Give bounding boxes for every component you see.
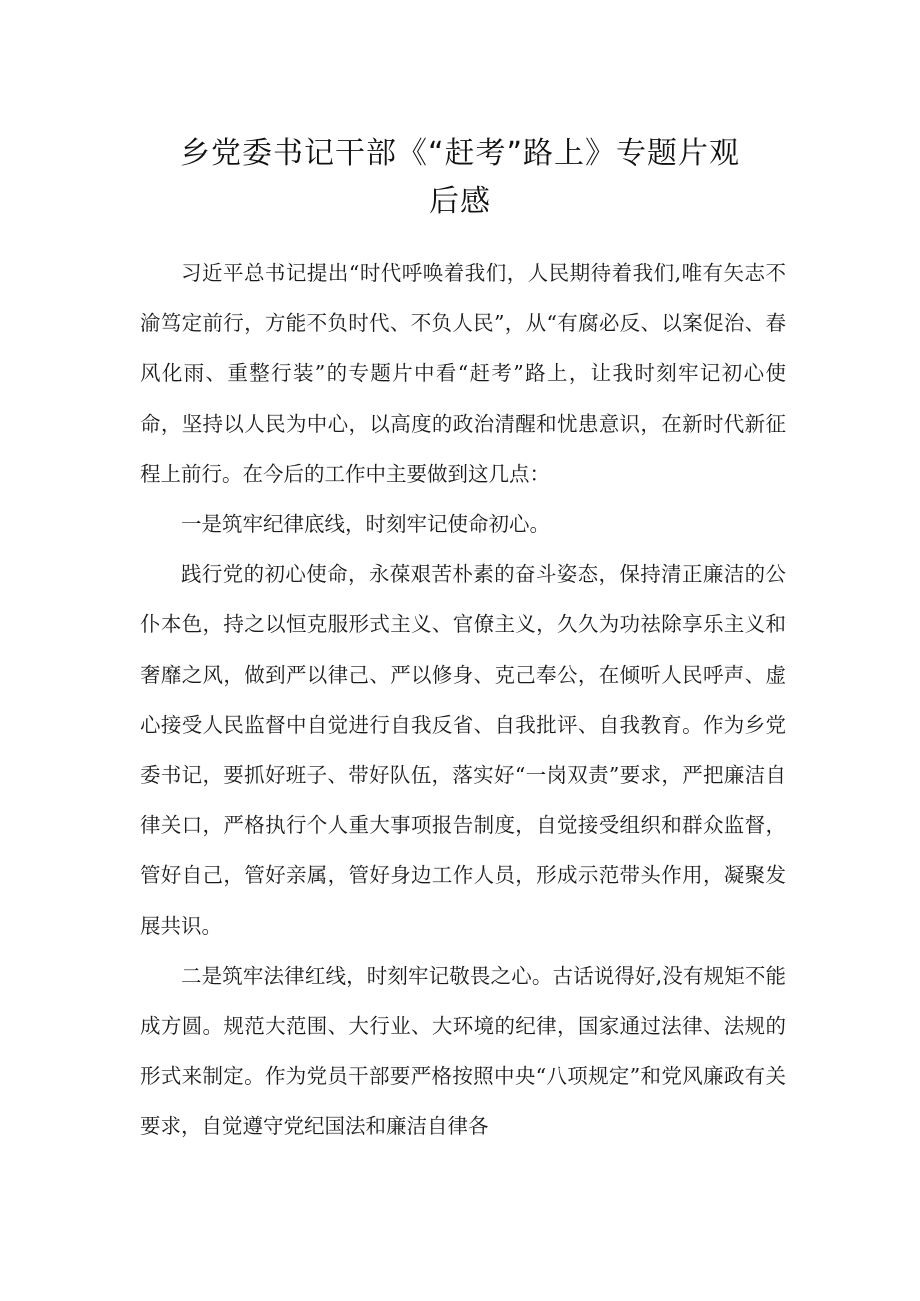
- paragraph-section-one: 践行党的初心使命，永葆艰苦朴素的奋斗姿态，保持清正廉洁的公仆本色，持之以恒克服形式主义、官僚主义，久久为功祛除享乐主义和奢靡之风，做到严以律己、严以修身、克己奉公，在倾听人民呼声、虚心接受人民监督中自觉进行自我反省、自我批评、自我教育。作为乡党委书记，要抓好班子、带好队伍，落实好“一岗双责”要求，严把廉洁自律关口，严格执行个人重大事项报告制度，自觉接受组织和群众监督，管好自己，管好亲属，管好身边工作人员，形成示范带头作用，凝聚发展共识。: [140, 562, 786, 938]
- paragraph-intro: 习近平总书记提出“时代呼唤着我们，人民期待着我们,唯有矢志不渝笃定前行，方能不负时代、不负人民”，从“有腐必反、以案促治、春风化雨、重整行装”的专题片中看“赶考”路上，让我时刻牢记初心使命，坚持以人民为中心，以高度的政治清醒和忧患意识，在新时代新征程上前行。在今后的工作中主要做到这几点：: [140, 261, 786, 486]
- document-title-line-1: 乡党委书记干部《“赶考”路上》专题片观: [179, 136, 741, 171]
- document-body: [140, 248, 786, 1152]
- document-title-line-2: 后感: [429, 184, 491, 219]
- paragraph-heading-one: 一是筑牢纪律底线，时刻牢记使命初心。: [181, 512, 550, 537]
- paragraph-section-two: 二是筑牢法律红线，时刻牢记敬畏之心。古话说得好,没有规矩不能成方圆。规范大范围、大行业、大环境的纪律，国家通过法律、法规的形式来制定。作为党员干部要严格按照中央“八项规定”和党风廉政有关要求，自觉遵守党纪国法和廉洁自律各: [140, 963, 786, 1139]
